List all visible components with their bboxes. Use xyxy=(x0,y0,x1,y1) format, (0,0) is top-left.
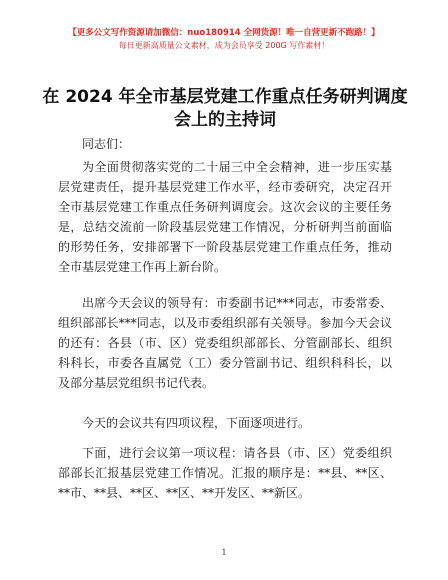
paragraph-agenda: 今天的会议共有四项议程，下面逐项进行。 xyxy=(82,416,311,430)
greeting: 同志们： xyxy=(82,137,131,151)
document-title: 在 2024 年全市基层党建工作重点任务研判调度会上的主持词 xyxy=(42,87,408,130)
promo-line-2: 每日更新高质量公文素材，成为会员享受 200G 写作素材！ xyxy=(118,41,330,50)
paragraph-attendees: 出席今天会议的领导有：市委副书记***同志，市委常委、组织部部长***同志，以及市委组织部有关领导。参加今天会议的还有：各县（市、区）党委组织部部长、分管副部长、组织科科长，市委各直属党（工）委分管副书记、组织科科长，以及部分基层党组织书记代表。 xyxy=(58,296,392,390)
paragraph-first-item: 下面，进行会议第一项议程：请各县（市、区）党委组织部部长汇报基层党建工作情况。汇报的顺序是：**县、**区、**市、**县、**区、**区、**开发区、**新区。 xyxy=(58,446,392,500)
page-number: 1 xyxy=(221,548,227,557)
paragraph-intro: 为全面贯彻落实党的二十届三中全会精神，进一步压实基层党建责任，提升基层党建工作水平，经市委研究，决定召开全市基层党建工作重点任务研判调度会。这次会议的主要任务是，总结交流前一阶段基层党建工作情况，分析研判当前面临的形势任务，安排部署下一阶段基层党建工作重点任务，推动全市基层党建工作再上新台阶。 xyxy=(58,160,392,274)
promo-line-1: 【更多公文写作资源请加微信：nuo180914 全网货源！唯一自营更新不跑路！】 xyxy=(68,28,380,38)
